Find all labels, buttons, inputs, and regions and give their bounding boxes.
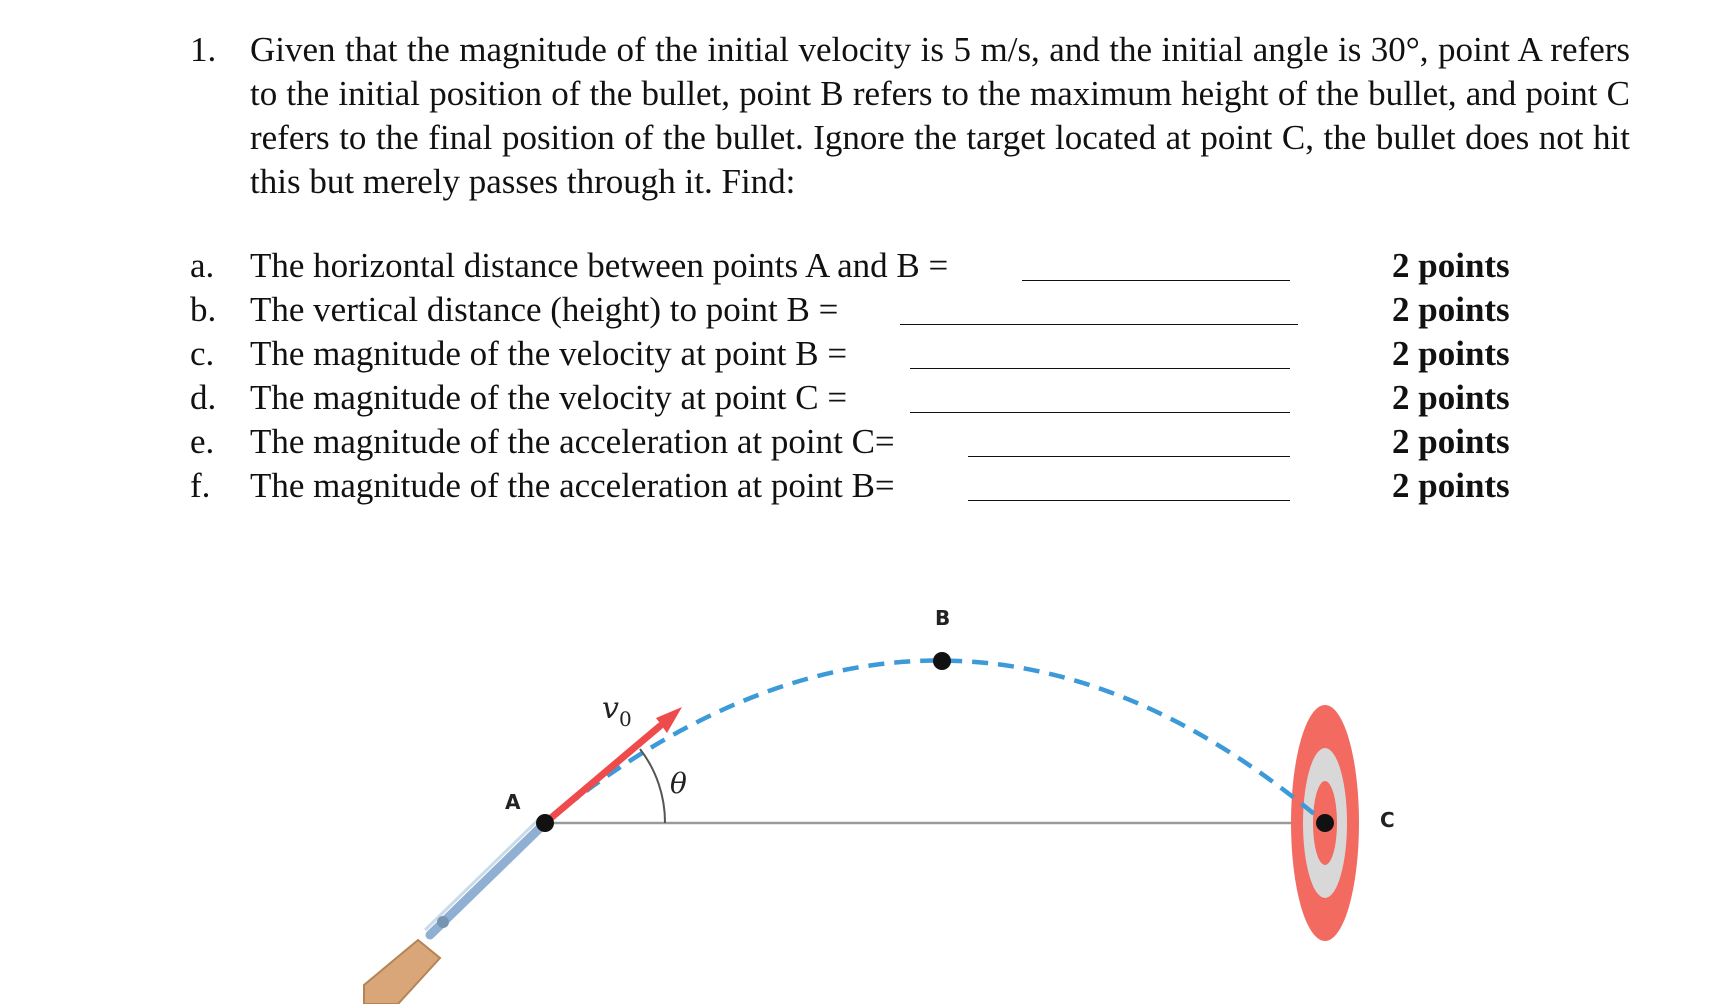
question-text: The magnitude of the velocity at point C =: [250, 378, 848, 417]
question-letter: e.: [190, 422, 215, 461]
point-b-marker: [933, 652, 951, 670]
question-letter: a.: [190, 246, 215, 285]
angle-label: θ: [670, 767, 687, 800]
points-label: 2 points: [1392, 466, 1510, 505]
point-a-marker: [536, 814, 554, 832]
points-label: 2 points: [1392, 378, 1510, 417]
velocity-arrow-shaft: [545, 726, 660, 823]
problem-text: Given that the magnitude of the initial velocity is 5 m/s, and the initial angle is 30°, point A refers to the initial position of the bullet, point B refers to the maximum height of the bullet, and point C refers to the final position of the bullet. Ignore the target located at point C, the bullet does not hit this but merely passes through it. Find:: [250, 30, 1630, 201]
points-label: 2 points: [1392, 334, 1510, 373]
label-c: C: [1380, 808, 1395, 832]
rifle-trigger: [437, 916, 449, 928]
rifle-stock: [364, 940, 440, 1004]
question-text: The horizontal distance between points A and B =: [250, 246, 949, 285]
label-b: B: [935, 606, 951, 630]
question-letter: d.: [190, 378, 217, 417]
points-label: 2 points: [1392, 422, 1510, 461]
rifle-barrel-highlight: [425, 818, 540, 930]
question-letter: b.: [190, 290, 217, 329]
problem-number: 1.: [190, 30, 217, 69]
question-text: The magnitude of the acceleration at point B=: [250, 466, 895, 505]
velocity-symbol: v: [602, 691, 619, 726]
point-c-marker: [1316, 814, 1334, 832]
points-label: 2 points: [1392, 290, 1510, 329]
question-letter: f.: [190, 466, 211, 505]
angle-arc: [640, 749, 665, 823]
question-letter: c.: [190, 334, 215, 373]
question-text: The magnitude of the acceleration at point C=: [250, 422, 895, 461]
velocity-subscript: 0: [618, 707, 632, 731]
rifle-icon: [364, 818, 545, 1004]
points-label: 2 points: [1392, 246, 1510, 285]
question-text: The magnitude of the velocity at point B =: [250, 334, 848, 373]
label-a: A: [505, 790, 521, 814]
question-text: The vertical distance (height) to point B =: [250, 290, 839, 329]
velocity-label: [602, 691, 632, 731]
